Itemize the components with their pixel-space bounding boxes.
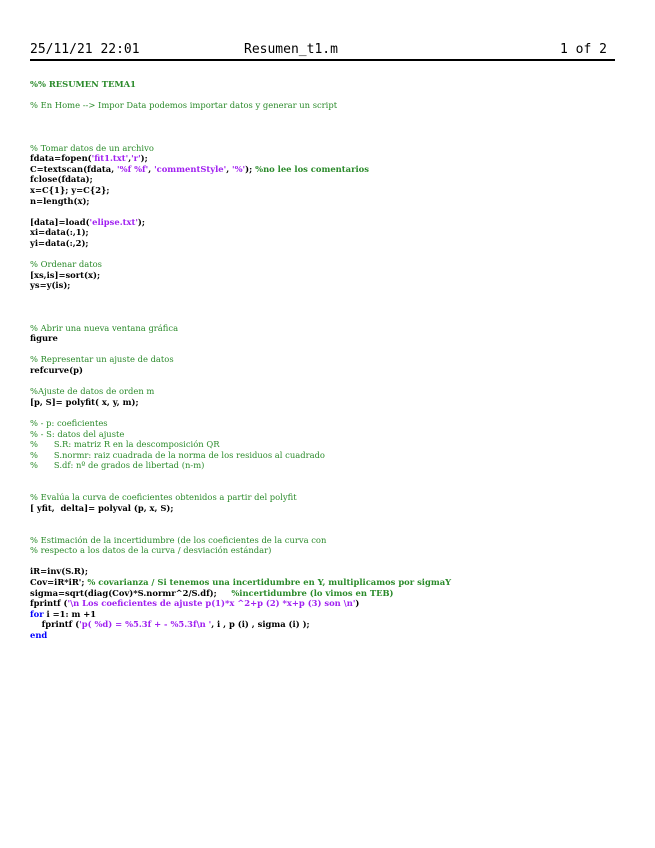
code-text: refcurve(p) <box>30 365 83 376</box>
code-line <box>30 164 620 175</box>
code-line <box>30 90 620 101</box>
code-line <box>30 439 620 450</box>
code-string: 'p( %d) = %5.3f + - %5.3f\n ' <box>79 619 212 630</box>
code-text: ); <box>137 216 145 227</box>
code-text: fclose(fdata); <box>30 174 93 185</box>
code-text: fprintf ( <box>30 619 80 630</box>
code-line <box>30 79 620 90</box>
code-text: , i , p (i) , sigma (i) ); <box>211 619 310 630</box>
code-string: 'fit1.txt' <box>91 153 129 164</box>
code-line <box>30 121 620 132</box>
code-text: x=C{1}; y=C{2}; <box>30 184 110 195</box>
code-line <box>30 291 620 302</box>
code-line <box>30 609 620 620</box>
code-line <box>30 185 620 196</box>
code-line <box>30 365 620 376</box>
code-string: 'elipse.txt' <box>89 216 138 227</box>
code-line <box>30 524 620 535</box>
code-text: , <box>148 163 155 174</box>
code-line <box>30 418 620 429</box>
file-title: Resumen_t1.m <box>244 42 338 57</box>
code-text: yi=data(:,2); <box>30 237 89 248</box>
code-line <box>30 153 620 164</box>
code-text: Cov=iR*iR'; <box>30 576 88 587</box>
code-line <box>30 333 620 344</box>
code-line <box>30 535 620 546</box>
code-string: '%' <box>232 163 246 174</box>
code-string: '\n Los coeficientes de ajuste p(1)*x ^2+p (2) *x+p (3) son \n' <box>67 598 356 609</box>
code-text: , <box>128 153 132 164</box>
code-text: , <box>226 163 233 174</box>
code-line <box>30 376 620 387</box>
code-text: n=length(x); <box>30 195 90 206</box>
code-text: xi=data(:,1); <box>30 227 89 238</box>
code-comment: % S.normr: raiz cuadrada de la norma de los residuos al cuadrado <box>30 449 325 460</box>
code-line <box>30 577 620 588</box>
code-keyword: for <box>30 608 44 619</box>
code-comment: %no lee los comentarios <box>255 163 369 174</box>
code-text: fdata=fopen( <box>30 153 92 164</box>
code-line <box>30 397 620 408</box>
code-text: sigma=sqrt(diag(Cov)*S.normr^2/S.df); <box>30 587 232 598</box>
code-line <box>30 301 620 312</box>
code-line <box>30 354 620 365</box>
code-comment: %incertidumbre (lo vimos en TEB) <box>231 587 394 598</box>
code-line <box>30 143 620 154</box>
code-comment: % S.R: matriz R en la descomposición QR <box>30 439 220 450</box>
code-text: figure <box>30 333 58 344</box>
code-line <box>30 174 620 185</box>
code-line <box>30 111 620 122</box>
code-line <box>30 471 620 482</box>
code-line <box>30 450 620 461</box>
code-line <box>30 460 620 471</box>
code-listing <box>30 79 620 640</box>
code-comment: % Tomar datos de un archivo <box>30 142 154 153</box>
code-string: '%f %f' <box>117 163 149 174</box>
code-comment: % - p: coeficientes <box>30 418 108 428</box>
code-comment: % covarianza / Si tenemos una incertidumbre en Y, multiplicamos por sigmaY <box>87 576 452 587</box>
code-line <box>30 270 620 281</box>
code-text: i =1: m +1 <box>43 608 97 619</box>
code-comment: % Estimación de la incertidumbre (de los coeficientes de la curva con <box>30 534 327 545</box>
code-line <box>30 566 620 577</box>
code-comment: % Evalúa la curva de coeficientes obtenidos a partir del polyfit <box>30 492 297 503</box>
code-line <box>30 503 620 514</box>
code-comment: % Representar un ajuste de datos <box>30 354 174 365</box>
code-line <box>30 619 620 630</box>
code-line <box>30 630 620 641</box>
code-text: iR=inv(S.R); <box>30 566 88 577</box>
code-line <box>30 206 620 217</box>
code-line <box>30 545 620 556</box>
code-text: [p, S]= polyfit( x, y, m); <box>30 396 139 407</box>
print-date: 25/11/21 22:01 <box>30 42 140 57</box>
code-line <box>30 132 620 143</box>
code-line <box>30 238 620 249</box>
code-text: C=textscan(fdata, <box>30 163 118 174</box>
code-comment: % S.df: nº de grados de libertad (n-m) <box>30 460 205 471</box>
code-line <box>30 344 620 355</box>
code-text: [xs,is]=sort(x); <box>30 269 101 280</box>
code-line <box>30 588 620 599</box>
code-line <box>30 323 620 334</box>
code-line <box>30 407 620 418</box>
code-line <box>30 513 620 524</box>
code-text: [ yfit, delta]= polyval (p, x, S); <box>30 502 174 513</box>
code-comment: % Abrir una nueva ventana gráfica <box>30 322 179 333</box>
code-string: 'r' <box>131 153 141 164</box>
code-comment: % Ordenar datos <box>30 259 102 270</box>
code-keyword: end <box>30 629 48 640</box>
code-comment: % En Home --> Impor Data podemos importar datos y generar un script <box>30 100 338 111</box>
code-text: ys=y(is); <box>30 280 71 291</box>
code-line <box>30 100 620 111</box>
code-line <box>30 259 620 270</box>
code-line <box>30 386 620 397</box>
code-comment: %% RESUMEN TEMA1 <box>30 79 136 89</box>
code-line <box>30 312 620 323</box>
code-text: [data]=load( <box>30 216 90 227</box>
code-line <box>30 249 620 260</box>
code-line <box>30 227 620 238</box>
code-line <box>30 196 620 207</box>
code-line <box>30 217 620 228</box>
code-comment: % - S: datos del ajuste <box>30 428 125 439</box>
code-line <box>30 280 620 291</box>
code-text: ); <box>140 153 148 164</box>
code-line <box>30 482 620 493</box>
header-divider <box>30 59 615 61</box>
code-string: 'commentStyle' <box>154 163 227 174</box>
code-line <box>30 598 620 609</box>
code-comment: % respecto a los datos de la curva / desviación estándar) <box>30 545 272 556</box>
code-comment: %Ajuste de datos de orden m <box>30 386 155 397</box>
code-line <box>30 429 620 440</box>
code-text: ); <box>245 163 256 174</box>
code-text: fprintf ( <box>30 598 68 609</box>
code-line <box>30 556 620 567</box>
code-text: ) <box>355 598 360 609</box>
page-number: 1 of 2 <box>560 42 607 57</box>
code-line <box>30 492 620 503</box>
